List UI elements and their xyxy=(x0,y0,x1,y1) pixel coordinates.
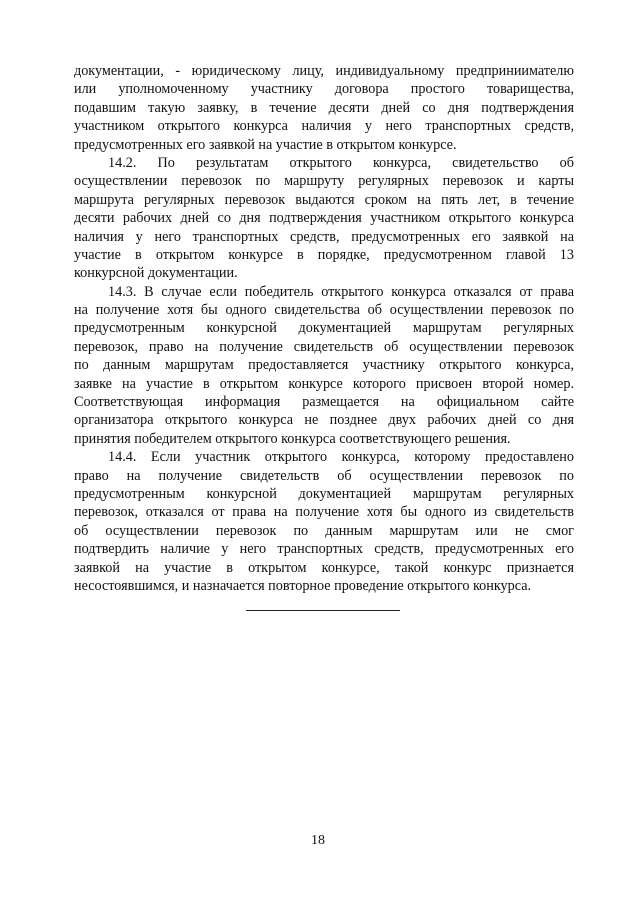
text-line: предусмотренных его заявкой на участие в открытом конкурсе. xyxy=(74,136,457,153)
text-line: перевозок, право на получение свидетельств об осуществлении перевозок xyxy=(74,338,574,355)
text-line: право на получение свидетельств об осуществлении перевозок по xyxy=(74,467,574,484)
text-line: 14.2. По результатам открытого конкурса, свидетельство об xyxy=(108,154,574,171)
text-line: участником открытого конкурса наличия у него транспортных средств, xyxy=(74,118,574,135)
text-line: несостоявшимся, и назначается повторное проведение открытого конкурса. xyxy=(74,577,532,594)
text-line: документации, - юридическому лицу, индивидуальному предприниимателю xyxy=(74,63,574,79)
text-line: или уполномоченному участнику договора простого товарищества, xyxy=(74,81,574,98)
text-line: 14.4. Если участник открытого конкурса, которому предоставлено xyxy=(108,449,574,466)
text-line: участие в открытом конкурсе в порядке, предусмотренном главой 13 xyxy=(74,246,574,263)
text-line: по данным маршрутам предоставляется участнику открытого конкурса, xyxy=(74,357,574,374)
end-of-text-divider xyxy=(246,610,400,611)
text-line: конкурсной документации. xyxy=(74,265,238,282)
text-line: организатора открытого конкурса не позднее двух рабочих дней со дня xyxy=(74,412,574,429)
text-line: предусмотренным конкурсной документацией маршрутам регулярных xyxy=(74,320,574,337)
text-line: 14.3. В случае если победитель открытого конкурса отказался от права xyxy=(108,283,574,300)
text-line: десяти рабочих дней со дня подтверждения участником открытого конкурса xyxy=(74,210,574,227)
text-line: осуществлении перевозок по маршруту регулярных перевозок и карты xyxy=(74,173,574,190)
body-text xyxy=(74,62,574,595)
text-line: об осуществлении перевозок по данным маршрутам или не смог xyxy=(74,522,574,539)
text-line: перевозок, отказался от права на получение хотя бы одного из свидетельств xyxy=(74,504,574,521)
text-line: заявкой на участие в открытом конкурсе, такой конкурс признается xyxy=(74,559,574,576)
text-line: на получение хотя бы одного свидетельства об осуществлении перевозок по xyxy=(74,302,574,319)
text-line: подтвердить наличие у него транспортных средств, предусмотренных его xyxy=(74,541,574,558)
paragraph-14-3 xyxy=(74,283,574,449)
paragraph-14-2 xyxy=(74,154,574,283)
text-line: маршрута регулярных перевозок выдаются сроком на пять лет, в течение xyxy=(74,191,574,208)
paragraph-continuation xyxy=(74,62,574,154)
text-line: принятия победителем открытого конкурса соответствующего решения. xyxy=(74,430,511,447)
text-line: предусмотренным конкурсной документацией маршрутам регулярных xyxy=(74,485,574,502)
text-line: наличия у него транспортных средств, предусмотренных его заявкой на xyxy=(74,228,574,245)
text-line: заявке на участие в открытом конкурсе которого присвоен второй номер. xyxy=(74,375,574,392)
text-line: Соответствующая информация размещается на официальном сайте xyxy=(74,394,574,411)
page-number: 18 xyxy=(311,833,325,848)
text-line: подавшим такую заявку, в течение десяти дней со дня подтверждения xyxy=(74,99,574,116)
paragraph-14-4 xyxy=(74,448,574,595)
